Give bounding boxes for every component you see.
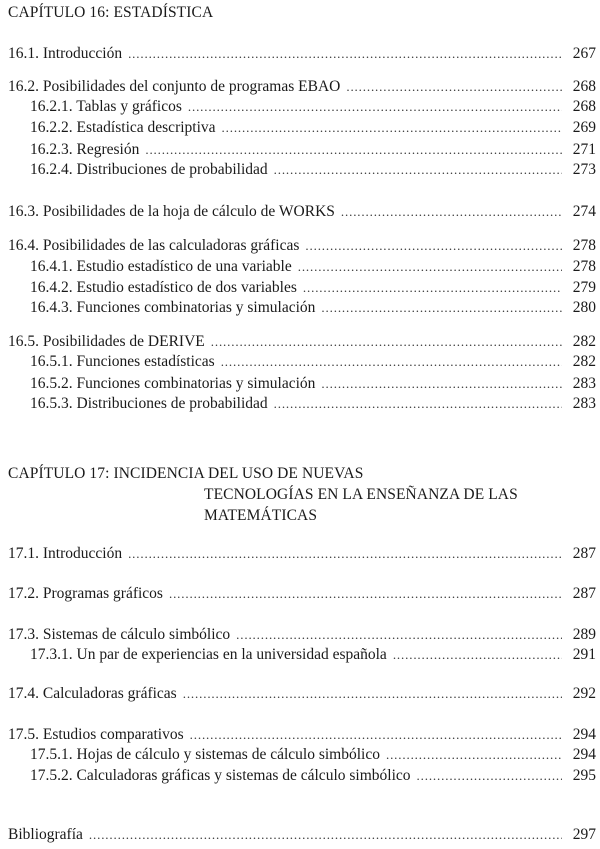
toc-entry-bibliography	[8, 825, 596, 845]
toc-entry	[8, 77, 596, 97]
toc-subentry	[30, 374, 596, 394]
entry-label: 16.1. Introducción	[8, 45, 123, 62]
page-number: 278	[572, 258, 596, 275]
dot-leader	[89, 825, 562, 845]
toc-entry	[8, 544, 596, 564]
heading-line: CAPÍTULO 17: INCIDENCIA DEL USO DE NUEVAS	[8, 465, 364, 482]
entry-label: 16.5.2. Funciones combinatorias y simulación	[30, 375, 316, 392]
toc-subentry	[30, 745, 596, 765]
page-number: 280	[572, 299, 596, 316]
page-number: 289	[572, 626, 596, 643]
dot-leader	[274, 394, 562, 414]
page-number: 267	[572, 45, 596, 62]
dot-leader	[183, 684, 562, 704]
toc-subentry	[30, 257, 596, 277]
page-number: 294	[572, 726, 596, 743]
toc-entry	[8, 332, 596, 352]
dot-leader	[321, 298, 562, 318]
page-number: 297	[572, 826, 596, 843]
dot-leader	[341, 202, 562, 222]
entry-label: 16.5.1. Funciones estadísticas	[30, 353, 215, 370]
toc-subentry	[30, 118, 596, 138]
toc-subentry	[30, 645, 596, 665]
toc-subentry	[30, 97, 596, 117]
page-number: 295	[572, 767, 596, 784]
entry-label: 16.4.2. Estudio estadístico de dos variables	[30, 279, 297, 296]
dot-leader	[145, 140, 562, 160]
heading-line: TECNOLOGÍAS EN LA ENSEÑANZA DE LAS	[204, 486, 518, 503]
heading-line: MATEMÁTICAS	[204, 507, 318, 524]
dot-leader	[321, 374, 562, 394]
entry-label: 16.5.3. Distribuciones de probabilidad	[30, 395, 268, 412]
page-number: 282	[572, 353, 596, 370]
toc-subentry	[30, 160, 596, 180]
entry-label: 17.1. Introducción	[8, 545, 123, 562]
toc-subentry	[30, 766, 596, 786]
entry-label: 17.5.2. Calculadoras gráficas y sistemas de cálculo simbólico	[30, 767, 411, 784]
chapter-17-heading	[8, 463, 518, 526]
dot-leader	[417, 766, 562, 786]
page-number: 274	[572, 203, 596, 220]
dot-leader	[169, 584, 562, 604]
toc-subentry	[30, 140, 596, 160]
toc-entry	[8, 584, 596, 604]
page-number: 292	[572, 685, 596, 702]
dot-leader	[211, 332, 562, 352]
toc-subentry	[30, 394, 596, 414]
dot-leader	[298, 257, 562, 277]
entry-label: 16.3. Posibilidades de la hoja de cálculo de WORKS	[8, 203, 335, 220]
entry-label: 16.4.3. Funciones combinatorias y simulación	[30, 299, 316, 316]
page-number: 279	[572, 279, 596, 296]
dot-leader	[393, 645, 562, 665]
page-number: 283	[572, 375, 596, 392]
dot-leader	[346, 77, 562, 97]
dot-leader	[128, 44, 562, 64]
dot-leader	[386, 745, 562, 765]
entry-label: 16.2.2. Estadística descriptiva	[30, 119, 216, 136]
entry-label: 17.4. Calculadoras gráficas	[8, 685, 177, 702]
dot-leader	[188, 97, 562, 117]
dot-leader	[303, 278, 562, 298]
entry-label: 16.2.1. Tablas y gráficos	[30, 98, 182, 115]
page-number: 268	[572, 98, 596, 115]
dot-leader	[274, 160, 562, 180]
toc-entry	[8, 202, 596, 222]
toc-entry	[8, 44, 596, 64]
entry-label: 16.2.3. Regresión	[30, 141, 140, 158]
toc-subentry	[30, 278, 596, 298]
dot-leader	[236, 625, 562, 645]
page-number: 271	[572, 141, 596, 158]
toc-entry	[8, 625, 596, 645]
page-number: 273	[572, 161, 596, 178]
toc-entry	[8, 725, 596, 745]
toc-entry	[8, 236, 596, 256]
entry-label: Bibliografía	[8, 826, 83, 843]
page-number: 268	[572, 78, 596, 95]
entry-label: 17.5.1. Hojas de cálculo y sistemas de cálculo simbólico	[30, 746, 380, 763]
entry-label: 16.2.4. Distribuciones de probabilidad	[30, 161, 268, 178]
page-number: 269	[572, 119, 596, 136]
page-number: 294	[572, 746, 596, 763]
page-number: 287	[572, 585, 596, 602]
page-number: 282	[572, 333, 596, 350]
chapter-16-heading: CAPÍTULO 16: ESTADÍSTICA	[8, 4, 214, 21]
page-number: 287	[572, 545, 596, 562]
entry-label: 16.4.1. Estudio estadístico de una variable	[30, 258, 292, 275]
page-number: 278	[572, 237, 596, 254]
dot-leader	[305, 236, 562, 256]
entry-label: 17.3. Sistemas de cálculo simbólico	[8, 626, 231, 643]
dot-leader	[221, 352, 562, 372]
dot-leader	[128, 544, 562, 564]
page-number: 283	[572, 395, 596, 412]
entry-label: 17.3.1. Un par de experiencias en la universidad española	[30, 646, 387, 663]
entry-label: 16.2. Posibilidades del conjunto de programas EBAO	[8, 78, 341, 95]
entry-label: 16.5. Posibilidades de DERIVE	[8, 333, 205, 350]
toc-subentry	[30, 298, 596, 318]
toc-entry	[8, 684, 596, 704]
dot-leader	[190, 725, 562, 745]
entry-label: 16.4. Posibilidades de las calculadoras gráficas	[8, 237, 300, 254]
dot-leader	[222, 118, 562, 138]
entry-label: 17.5. Estudios comparativos	[8, 726, 184, 743]
entry-label: 17.2. Programas gráficos	[8, 585, 163, 602]
toc-subentry	[30, 352, 596, 372]
page-number: 291	[572, 646, 596, 663]
